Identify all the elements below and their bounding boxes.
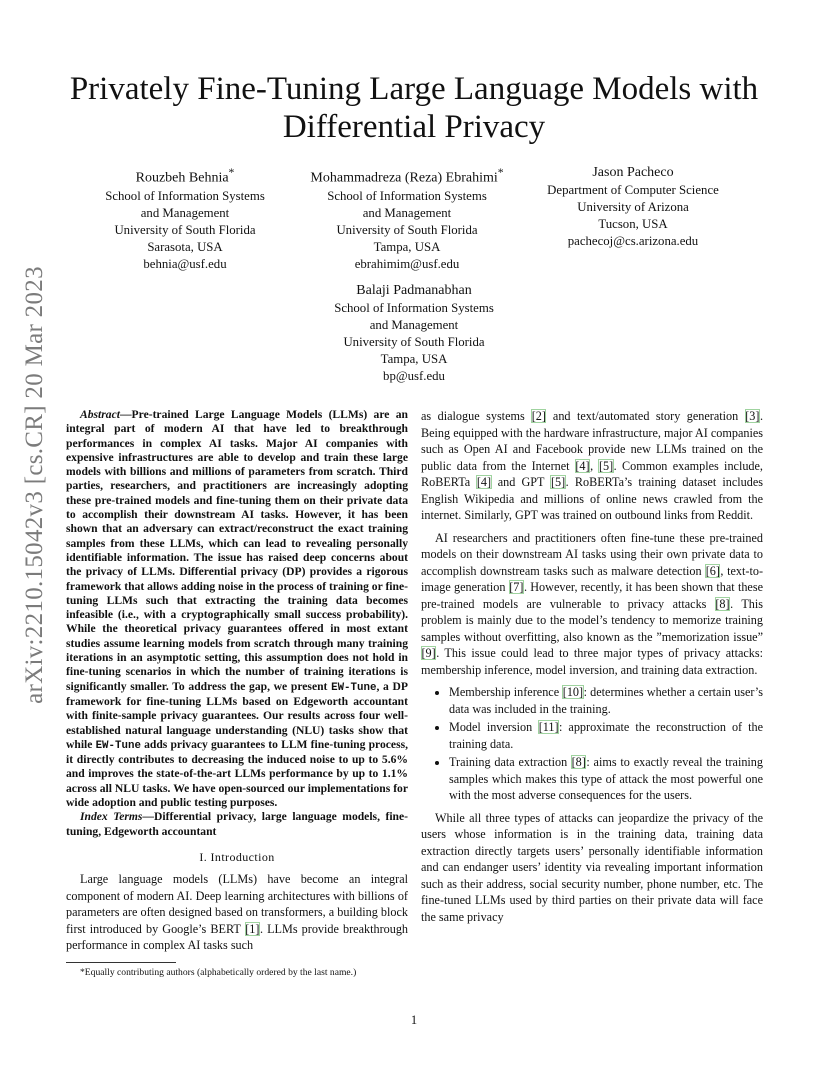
paper-title: Privately Fine-Tuning Large Language Models with Differential Privacy bbox=[69, 71, 759, 145]
citation-link[interactable]: [5] bbox=[550, 475, 566, 489]
citation-link[interactable]: [6] bbox=[705, 563, 720, 578]
author-location: Sarasota, USA bbox=[147, 239, 223, 254]
author-name: Mohammadreza (Reza) Ebrahimi bbox=[310, 170, 498, 186]
left-column bbox=[66, 408, 408, 979]
list-item: • Model inversion [11]: approximate the reconstruction of the training data. bbox=[449, 719, 763, 752]
author-affiliation: and Management bbox=[369, 318, 459, 332]
citation-link[interactable]: [4] bbox=[476, 475, 492, 489]
citation-link[interactable]: [9] bbox=[421, 646, 436, 660]
author-name: Jason Pacheco bbox=[592, 165, 674, 180]
author-affiliation: University of Arizona bbox=[577, 200, 689, 214]
author-name: Rouzbeh Behnia bbox=[135, 170, 229, 186]
intro-paragraph: Large language models (LLMs) have become an integral component of modern AI. Deep learning architectures with billions of parameters are often designed based on transformers, a building block first introduced by Google’s BERT [1]. LLMs provide breakthrough performance in complex AI tasks such bbox=[66, 872, 409, 953]
citation-link[interactable]: [4] bbox=[575, 458, 590, 473]
abstract-label: Abstract bbox=[80, 408, 120, 421]
arxiv-identifier: arXiv:2210.15042v3 [cs.CR] 20 Mar 2023 bbox=[21, 266, 48, 704]
citation-link[interactable]: [8] bbox=[715, 596, 730, 611]
author-affiliation: Department of Computer Science bbox=[547, 183, 719, 197]
list-item: • Membership inference [10]: determines whether a certain user’s data was included in the training. bbox=[449, 684, 763, 717]
author-affiliation: University of South Florida bbox=[336, 222, 478, 237]
author-block-3 bbox=[520, 164, 746, 250]
author-affiliation: University of South Florida bbox=[343, 335, 485, 349]
author-block-1 bbox=[75, 164, 295, 273]
author-affiliation: and Management bbox=[140, 205, 230, 220]
body-paragraph: AI researchers and practitioners often fine-tune these pre-trained models on their downstream AI tasks using their own private data to accomplish downstream tasks such as malware detection [6], text-to-image generation [7]. However, recently, it has been shown that these pre-trained models are vulnerable to privacy attacks [8]. This problem is mainly due to the model’s tendency to memorize training samples without overfitting, also known as the ”memorization issue” [9]. This issue could lead to three major types of privacy attacks: membership inference, model inversion, and training data extraction. bbox=[421, 530, 764, 677]
section-heading: I. Introduction bbox=[199, 849, 275, 864]
equal-contribution-mark: * bbox=[497, 166, 504, 179]
body-paragraph: as dialogue systems [2] and text/automated story generation [3]. Being equipped with the hardware infrastructure, major AI companies such as Open AI and Facebook provide new LLMs trained on the public data from the Internet [4], [5]. Common examples include, RoBERTa [4] and GPT [5]. RoBERTa’s training dataset includes English Wikipedia and millions of online news crawled from the internet. Similarly, GPT was trained on outbound links from Reddit. bbox=[421, 409, 763, 522]
author-affiliation: School of Information Systems bbox=[327, 188, 487, 203]
right-column bbox=[421, 408, 763, 925]
author-location: Tucson, USA bbox=[598, 217, 668, 231]
arxiv-identifier-sidebar bbox=[22, 250, 48, 720]
method-name: EW-Tune bbox=[95, 739, 141, 752]
author-affiliation: University of South Florida bbox=[114, 222, 256, 237]
footnote: *Equally contributing authors (alphabetically ordered by the last name.) bbox=[80, 966, 357, 978]
citation-link[interactable]: [10] bbox=[562, 685, 584, 699]
index-terms-label: Index Terms bbox=[80, 810, 143, 824]
author-email: pachecoj@cs.arizona.edu bbox=[567, 234, 699, 248]
author-block-4 bbox=[300, 282, 528, 385]
author-email: behnia@usf.edu bbox=[143, 256, 227, 271]
citation-link[interactable]: [3] bbox=[745, 409, 760, 423]
author-affiliation: School of Information Systems bbox=[334, 301, 494, 315]
attack-types-list bbox=[421, 684, 763, 804]
author-location: Tampa, USA bbox=[373, 239, 441, 254]
equal-contribution-mark: * bbox=[228, 166, 235, 179]
author-location: Tampa, USA bbox=[380, 352, 448, 366]
index-terms: Index Terms—Differential privacy, large language models, fine-tuning, Edgeworth accountant bbox=[66, 810, 409, 838]
body-paragraph: While all three types of attacks can jeopardize the privacy of the users whose information is in the training data, training data extraction directly targets users’ personally identifiable information and can endanger users’ identity via revealing important information such as their address, social security number, phone number, etc. The fine-tuned LLMs used by third parties on their private data will face the same privacy bbox=[421, 810, 763, 924]
author-affiliation: and Management bbox=[362, 205, 452, 220]
citation-link[interactable]: [8] bbox=[571, 755, 586, 769]
page-number: 1 bbox=[410, 1013, 418, 1027]
citation-link[interactable]: [1] bbox=[245, 921, 260, 936]
author-affiliation: School of Information Systems bbox=[105, 188, 265, 203]
method-name: EW-Tune bbox=[331, 681, 377, 694]
author-block-2 bbox=[294, 164, 520, 273]
list-item: • Training data extraction [8]: aims to exactly reveal the training samples which makes this type of attack the most powerful one with the most adverse consequences for the users. bbox=[449, 754, 763, 804]
citation-link[interactable]: [11] bbox=[538, 720, 559, 734]
author-email: ebrahimim@usf.edu bbox=[354, 256, 460, 271]
citation-link[interactable]: [2] bbox=[531, 409, 546, 423]
abstract: Abstract—Pre-trained Large Language Models (LLMs) are an integral part of modern AI that have led to breakthrough performances in complex AI tasks. Major AI companies with expensive infrastructures are able to develop and train these large models with billions and millions of parameters from scratch. Third parties, researchers, and practitioners are increasingly adopting these pre-trained models and fine-tuning them on their private data to accomplish their downstream AI tasks. However, it has been shown that an adversary can extract/reconstruct the exact training samples from these LLMs, which can lead to revealing personally identifiable information. The issue has raised deep concerns about the privacy of LLMs. Differential privacy (DP) provides a rigorous framework that allows adding noise in the process of training or fine-tuning LLMs such that extracting the training data becomes infeasible (i.e., with a cryptographically small success probability). While the theoretical privacy guarantees offered in most extant studies assume learning models from scratch through many training iterations in an asymptotic setting, this assumption does not hold in fine-tuning scenarios in which the number of training iterations is significantly smaller. To address the gap, we present EW-Tune, a DP framework for fine-tuning LLMs based on Edgeworth accountant with finite-sample privacy guarantees. Our results across four well-established natural language understanding (NLU) tasks show that while EW-Tune adds privacy guarantees to LLM fine-tuning process, it directly contributes to decreasing the induced noise to up to 5.6% and improves the state-of-the-art LLMs performance by up to 1.1% across all NLU tasks. We have open-sourced our implementations for wide adoption and public testing purposes. bbox=[66, 408, 408, 810]
author-name: Balaji Padmanabhan bbox=[356, 283, 472, 298]
footnote-rule bbox=[66, 962, 176, 963]
citation-link[interactable]: [5] bbox=[598, 458, 614, 473]
author-email: bp@usf.edu bbox=[383, 369, 445, 383]
citation-link[interactable]: [7] bbox=[509, 580, 524, 594]
